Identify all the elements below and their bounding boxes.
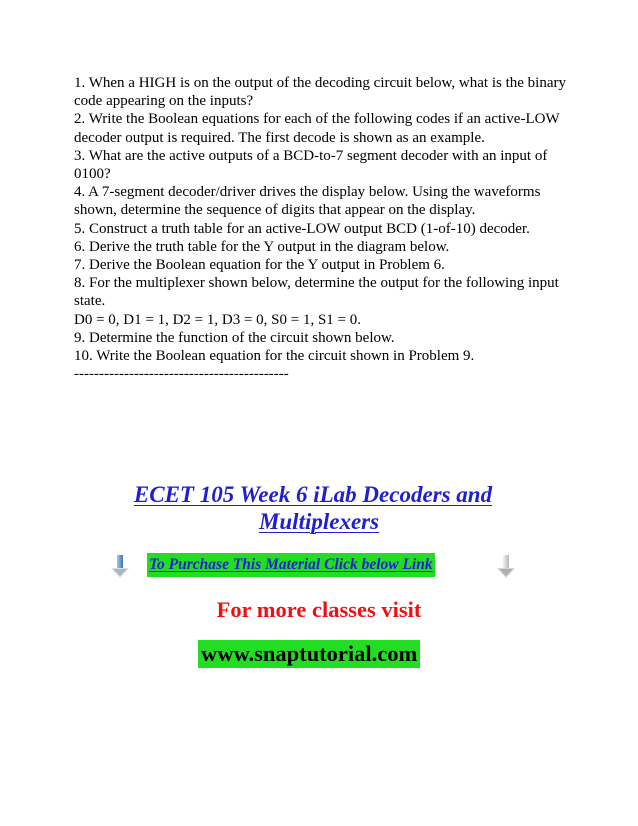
document-title[interactable] xyxy=(0,481,638,535)
question-list xyxy=(74,74,574,383)
question-7: 7. Derive the Boolean equation for the Y output in Problem 6. xyxy=(74,257,445,274)
purchase-link[interactable]: To Purchase This Material Click below Link xyxy=(147,553,435,577)
question-2: 2. Write the Boolean equations for each of the following codes if an active-LOW decoder output is required. The first decode is shown as an example. xyxy=(74,111,560,146)
dashed-separator: ------------------------------------------- xyxy=(74,366,289,383)
down-arrow-icon xyxy=(108,553,132,579)
question-3: 3. What are the active outputs of a BCD-to-7 segment decoder with an input of 0100? xyxy=(74,147,548,183)
visit-heading: For more classes visit xyxy=(216,597,422,622)
question-8-input-state: D0 = 0, D1 = 1, D2 = 1, D3 = 0, S0 = 1, S1 = 0. xyxy=(74,311,362,328)
title-line-1[interactable]: ECET 105 Week 6 iLab Decoders and xyxy=(133,482,493,507)
title-line-2[interactable]: Multiplexers xyxy=(258,509,380,534)
question-10: 10. Write the Boolean equation for the circuit shown in Problem 9. xyxy=(74,348,475,365)
purchase-row xyxy=(108,553,518,579)
question-1: 1. When a HIGH is on the output of the decoding circuit below, what is the binary code appearing on the inputs? xyxy=(74,75,566,110)
question-4: 4. A 7-segment decoder/driver drives the display below. Using the waveforms shown, determine the sequence of digits that appear on the display. xyxy=(74,184,541,219)
question-5: 5. Construct a truth table for an active-LOW output BCD (1-of-10) decoder. xyxy=(74,220,530,237)
site-link[interactable]: www.snaptutorial.com xyxy=(198,640,420,668)
down-arrow-icon xyxy=(494,553,518,579)
question-6: 6. Derive the truth table for the Y output in the diagram below. xyxy=(74,238,450,255)
question-8: 8. For the multiplexer shown below, determine the output for the following input state. xyxy=(74,275,559,310)
question-9: 9. Determine the function of the circuit shown below. xyxy=(74,329,395,346)
